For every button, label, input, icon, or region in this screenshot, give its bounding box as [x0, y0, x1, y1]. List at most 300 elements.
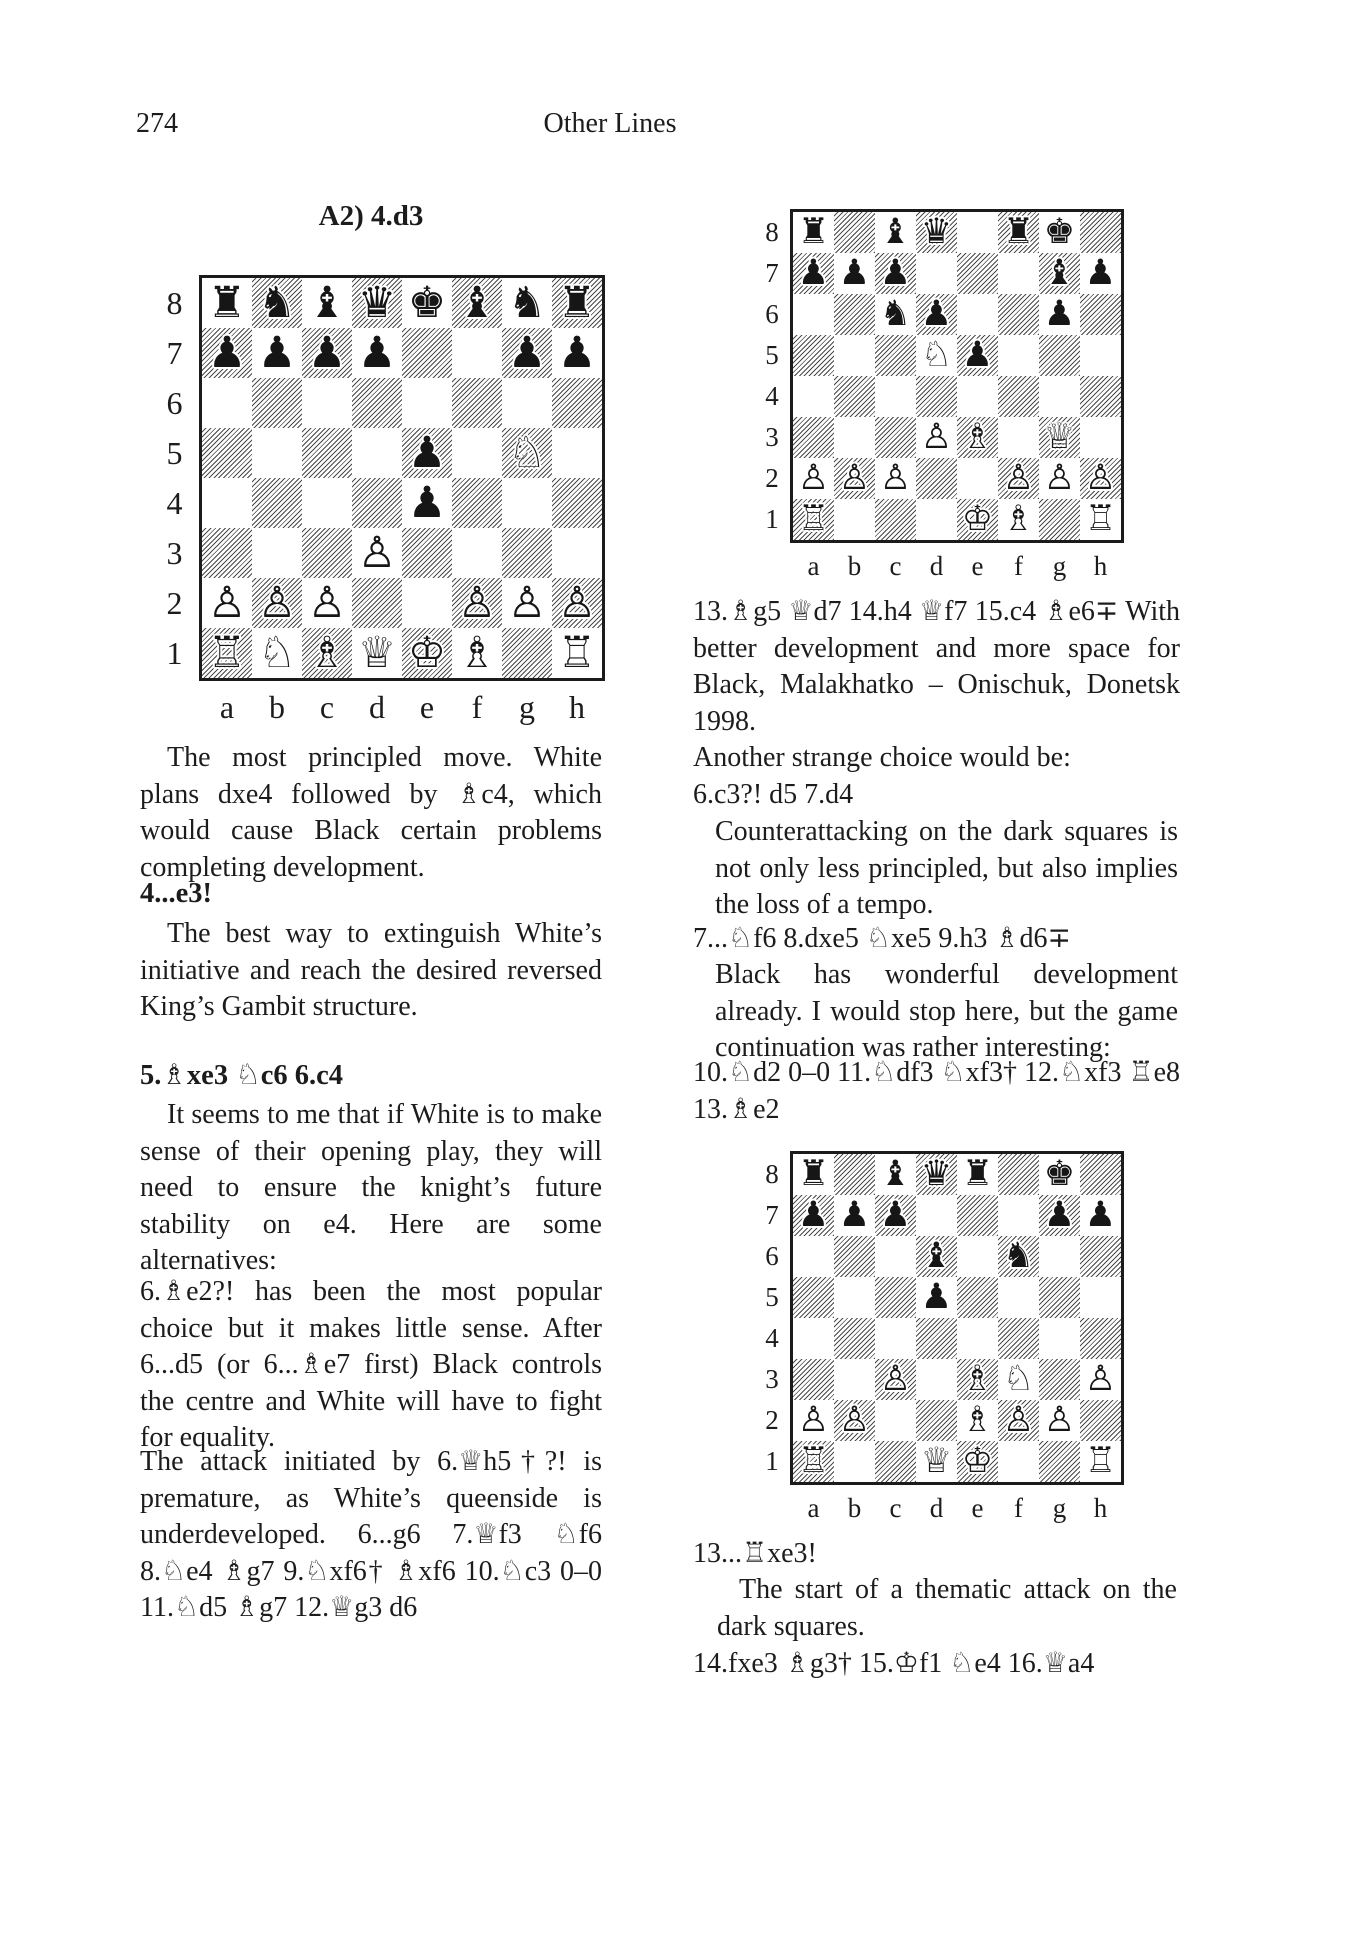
paragraph-6Be2: 6.♗e2?! has been the most popular choice but it makes little sense. After 6...d5 (or 6...♗e7 first) Black controls the centre and White will have to fight for equality.	[140, 1276, 602, 1453]
square-b5	[252, 428, 302, 478]
square-g1	[1039, 1441, 1080, 1482]
mainline-move-4e3: 4...e3!	[140, 878, 213, 909]
square-f1	[998, 1441, 1039, 1482]
black-pawn-icon: ♟	[207, 327, 247, 378]
square-h8	[1080, 1154, 1121, 1195]
square-h4	[1080, 1318, 1121, 1359]
square-f7	[998, 253, 1039, 294]
rank-label-3: 3	[765, 1364, 779, 1394]
black-pawn-icon: ♟	[797, 1195, 830, 1235]
white-knight-icon: ♘	[507, 427, 547, 478]
square-h5	[1080, 335, 1121, 376]
square-h8	[1080, 212, 1121, 253]
white-pawn-icon: ♙	[838, 1400, 871, 1440]
black-pawn-icon: ♟	[920, 1277, 953, 1317]
move-line-7Nf6: 7...♘f6 8.dxe5 ♘xe5 9.h3 ♗d6∓	[693, 923, 1071, 954]
black-king-icon: ♚	[1043, 1154, 1076, 1194]
square-d6	[352, 378, 402, 428]
square-g2	[1039, 458, 1080, 499]
square-g6	[1039, 1236, 1080, 1277]
square-a1	[202, 628, 252, 678]
black-pawn-icon: ♟	[1043, 294, 1076, 334]
square-f4	[998, 1318, 1039, 1359]
black-pawn-icon: ♟	[797, 253, 830, 293]
square-h4	[552, 478, 602, 528]
rank-label-5: 5	[765, 1282, 779, 1312]
square-e3	[402, 528, 452, 578]
square-e3	[957, 1359, 998, 1400]
black-rook-icon: ♜	[797, 212, 830, 252]
rank-label-1: 1	[765, 1446, 779, 1476]
square-f5	[998, 335, 1039, 376]
square-c3	[875, 1359, 916, 1400]
black-pawn-icon: ♟	[879, 253, 912, 293]
square-a7	[793, 1195, 834, 1236]
square-e6	[957, 294, 998, 335]
square-f1	[998, 499, 1039, 540]
white-pawn-icon: ♙	[879, 1359, 912, 1399]
square-g7	[1039, 253, 1080, 294]
black-knight-icon: ♞	[1002, 1236, 1035, 1276]
square-f7	[452, 328, 502, 378]
square-a1	[793, 1441, 834, 1482]
black-queen-icon: ♛	[920, 1154, 953, 1194]
square-c6	[302, 378, 352, 428]
square-g5	[1039, 1277, 1080, 1318]
black-pawn-icon: ♟	[1084, 1195, 1117, 1235]
file-label-d: d	[929, 1493, 944, 1523]
paragraph-wonderful-development: Black has wonderful development already. I would stop here, but the game continuation was rather interesting:	[715, 959, 1178, 1063]
square-d3	[916, 1359, 957, 1400]
square-f4	[998, 376, 1039, 417]
black-pawn-icon: ♟	[557, 327, 597, 378]
chess-board-3	[790, 1151, 1124, 1485]
rank-label-8: 8	[765, 1159, 779, 1189]
square-g5	[502, 428, 552, 478]
black-pawn-icon: ♟	[257, 327, 297, 378]
white-rook-icon: ♖	[1084, 499, 1117, 539]
square-g1	[502, 628, 552, 678]
white-bishop-icon: ♗	[457, 627, 497, 678]
square-f1	[452, 628, 502, 678]
square-d1	[916, 499, 957, 540]
square-c6	[875, 294, 916, 335]
black-pawn-icon: ♟	[920, 294, 953, 334]
square-e7	[957, 1195, 998, 1236]
chess-board-1	[199, 275, 605, 681]
paragraph-thematic-attack: The start of a thematic attack on the dark squares.	[717, 1574, 1177, 1642]
square-h4	[1080, 376, 1121, 417]
square-d4	[916, 376, 957, 417]
chess-diagram-2	[754, 209, 1124, 582]
file-label-g: g	[519, 689, 535, 725]
square-b3	[834, 1359, 875, 1400]
white-rook-icon: ♖	[797, 1441, 830, 1481]
square-c8	[302, 278, 352, 328]
square-e5	[402, 428, 452, 478]
square-c8	[875, 1154, 916, 1195]
square-g8	[502, 278, 552, 328]
square-c4	[302, 478, 352, 528]
square-a4	[202, 478, 252, 528]
square-c6	[875, 1236, 916, 1277]
square-e4	[957, 376, 998, 417]
square-g3	[1039, 1359, 1080, 1400]
square-e4	[402, 478, 452, 528]
variation-heading: A2) 4.d3	[318, 200, 424, 232]
square-a3	[202, 528, 252, 578]
square-a5	[202, 428, 252, 478]
black-pawn-icon: ♟	[838, 1195, 871, 1235]
black-bishop-icon: ♝	[1043, 253, 1076, 293]
square-c8	[875, 212, 916, 253]
square-g1	[1039, 499, 1080, 540]
rank-label-2: 2	[765, 1405, 779, 1435]
black-pawn-icon: ♟	[407, 477, 447, 528]
square-f3	[998, 1359, 1039, 1400]
white-pawn-icon: ♙	[797, 1400, 830, 1440]
rank-label-1: 1	[765, 504, 779, 534]
rank-label-7: 7	[765, 258, 779, 288]
square-e2	[957, 1400, 998, 1441]
move-line-13Rxe3: 13...♖xe3!	[693, 1538, 817, 1569]
file-label-a: a	[807, 1493, 820, 1523]
square-h6	[1080, 1236, 1121, 1277]
black-king-icon: ♚	[407, 277, 447, 328]
square-d5	[916, 335, 957, 376]
chess-diagram-3	[754, 1151, 1124, 1524]
white-rook-icon: ♖	[557, 627, 597, 678]
paragraph-6Qh5: The attack initiated by 6.♕h5†?! is premature, as White’s queenside is underdeveloped. 6...g6 7.♕f3 ♘f6 8.♘e4 ♗g7 9.♘xf6† ♗xf6 10.♘c3 0–0 11.♘d5 ♗g7 12.♕g3 d6	[140, 1446, 602, 1623]
black-rook-icon: ♜	[1002, 212, 1035, 252]
square-e7	[402, 328, 452, 378]
square-b6	[834, 1236, 875, 1277]
black-bishop-icon: ♝	[879, 1154, 912, 1194]
white-pawn-icon: ♙	[838, 458, 871, 498]
black-queen-icon: ♛	[357, 277, 397, 328]
square-f2	[998, 1400, 1039, 1441]
square-h5	[552, 428, 602, 478]
square-h7	[1080, 1195, 1121, 1236]
square-f6	[998, 294, 1039, 335]
square-a2	[202, 578, 252, 628]
square-d7	[916, 1195, 957, 1236]
square-h1	[1080, 499, 1121, 540]
rank-label-4: 4	[765, 381, 779, 411]
square-f3	[998, 417, 1039, 458]
square-d5	[352, 428, 402, 478]
square-f8	[998, 1154, 1039, 1195]
square-g4	[1039, 376, 1080, 417]
square-h6	[552, 378, 602, 428]
square-f2	[998, 458, 1039, 499]
white-queen-icon: ♕	[920, 1441, 953, 1481]
square-f4	[452, 478, 502, 528]
file-labels	[790, 1493, 1124, 1524]
black-rook-icon: ♜	[797, 1154, 830, 1194]
square-g6	[502, 378, 552, 428]
paragraph-13Bg5-game-ref: 13.♗g5 ♕d7 14.h4 ♕f7 15.c4 ♗e6∓ With better development and more space for Black, Malakhatko – Onischuk, Donetsk 1998.	[693, 596, 1180, 737]
white-pawn-icon: ♙	[879, 458, 912, 498]
rank-label-7: 7	[166, 334, 183, 371]
square-h3	[1080, 417, 1121, 458]
square-c2	[302, 578, 352, 628]
rank-labels	[754, 209, 790, 543]
square-d2	[916, 458, 957, 499]
mainline-move-5Bxe3: 5.♗xe3 ♘c6 6.c4	[140, 1060, 344, 1091]
white-pawn-icon: ♙	[1084, 1359, 1117, 1399]
square-b6	[252, 378, 302, 428]
move-line-14fxe3: 14.fxe3 ♗g3† 15.♔f1 ♘e4 16.♕a4	[693, 1648, 1095, 1679]
square-e1	[402, 628, 452, 678]
square-h1	[552, 628, 602, 678]
square-f7	[998, 1195, 1039, 1236]
square-a5	[793, 335, 834, 376]
white-rook-icon: ♖	[797, 499, 830, 539]
square-f8	[998, 212, 1039, 253]
file-label-g: g	[1052, 551, 1067, 581]
square-c1	[875, 1441, 916, 1482]
square-f6	[998, 1236, 1039, 1277]
square-b1	[252, 628, 302, 678]
square-b2	[834, 1400, 875, 1441]
square-d4	[352, 478, 402, 528]
square-e1	[957, 499, 998, 540]
square-c3	[302, 528, 352, 578]
square-d1	[352, 628, 402, 678]
rank-label-4: 4	[166, 484, 183, 521]
square-c2	[875, 458, 916, 499]
square-b5	[834, 335, 875, 376]
rank-label-1: 1	[166, 634, 183, 671]
rank-label-3: 3	[166, 534, 183, 571]
square-g3	[1039, 417, 1080, 458]
square-e6	[402, 378, 452, 428]
square-a2	[793, 458, 834, 499]
page-number: 274	[136, 108, 178, 139]
white-queen-icon: ♕	[1043, 417, 1076, 457]
square-d8	[916, 1154, 957, 1195]
file-label-h: h	[1093, 1493, 1108, 1523]
square-b8	[834, 212, 875, 253]
square-b7	[252, 328, 302, 378]
paragraph-best-way: The best way to extinguish White’s initiative and reach the desired reversed King’s Gambit structure.	[140, 918, 602, 1022]
black-pawn-icon: ♟	[961, 335, 994, 375]
square-c5	[302, 428, 352, 478]
square-g2	[1039, 1400, 1080, 1441]
black-bishop-icon: ♝	[457, 277, 497, 328]
square-d2	[916, 1400, 957, 1441]
square-a8	[793, 212, 834, 253]
square-a4	[793, 376, 834, 417]
black-bishop-icon: ♝	[920, 1236, 953, 1276]
white-pawn-icon: ♙	[920, 417, 953, 457]
file-label-h: h	[1093, 551, 1108, 581]
rank-label-6: 6	[765, 1241, 779, 1271]
square-g4	[1039, 1318, 1080, 1359]
white-pawn-icon: ♙	[257, 577, 297, 628]
white-knight-icon: ♘	[920, 335, 953, 375]
square-h1	[1080, 1441, 1121, 1482]
rank-labels	[150, 275, 199, 681]
file-label-d: d	[369, 689, 385, 725]
paragraph-another-choice: Another strange choice would be:	[693, 742, 1071, 773]
white-pawn-icon: ♙	[357, 527, 397, 578]
square-f5	[998, 1277, 1039, 1318]
square-g7	[1039, 1195, 1080, 1236]
square-h3	[1080, 1359, 1121, 1400]
file-label-f: f	[1014, 1493, 1023, 1523]
square-c1	[302, 628, 352, 678]
square-c5	[875, 335, 916, 376]
square-a4	[793, 1318, 834, 1359]
white-king-icon: ♔	[961, 1441, 994, 1481]
square-b4	[834, 376, 875, 417]
white-pawn-icon: ♙	[1002, 1400, 1035, 1440]
file-label-a: a	[807, 551, 820, 581]
black-pawn-icon: ♟	[1043, 1195, 1076, 1235]
square-e6	[957, 1236, 998, 1277]
black-rook-icon: ♜	[961, 1154, 994, 1194]
white-knight-icon: ♘	[1002, 1359, 1035, 1399]
move-line-6c3: 6.c3?! d5 7.d4	[693, 779, 854, 810]
black-pawn-icon: ♟	[1084, 253, 1117, 293]
square-b3	[252, 528, 302, 578]
square-c1	[875, 499, 916, 540]
square-e8	[957, 1154, 998, 1195]
square-b5	[834, 1277, 875, 1318]
square-a8	[202, 278, 252, 328]
black-pawn-icon: ♟	[357, 327, 397, 378]
black-pawn-icon: ♟	[879, 1195, 912, 1235]
rank-label-2: 2	[765, 463, 779, 493]
square-f5	[452, 428, 502, 478]
chess-board-2	[790, 209, 1124, 543]
square-e7	[957, 253, 998, 294]
square-c7	[875, 1195, 916, 1236]
square-a2	[793, 1400, 834, 1441]
black-bishop-icon: ♝	[879, 212, 912, 252]
file-label-d: d	[929, 551, 944, 581]
square-a6	[793, 1236, 834, 1277]
black-pawn-icon: ♟	[507, 327, 547, 378]
square-g8	[1039, 1154, 1080, 1195]
chess-diagram-1	[150, 275, 605, 726]
square-h8	[552, 278, 602, 328]
file-label-b: b	[847, 1493, 862, 1523]
square-d8	[916, 212, 957, 253]
square-c5	[875, 1277, 916, 1318]
file-label-g: g	[1052, 1493, 1067, 1523]
white-pawn-icon: ♙	[1084, 458, 1117, 498]
white-king-icon: ♔	[961, 499, 994, 539]
square-b8	[252, 278, 302, 328]
rank-label-4: 4	[765, 1323, 779, 1353]
rank-label-3: 3	[765, 422, 779, 452]
square-f6	[452, 378, 502, 428]
file-labels	[199, 689, 605, 726]
square-d3	[916, 417, 957, 458]
file-label-c: c	[889, 1493, 902, 1523]
black-knight-icon: ♞	[507, 277, 547, 328]
square-b6	[834, 294, 875, 335]
square-e5	[957, 335, 998, 376]
file-label-b: b	[847, 551, 862, 581]
square-b4	[252, 478, 302, 528]
square-c3	[875, 417, 916, 458]
white-pawn-icon: ♙	[797, 458, 830, 498]
square-h2	[1080, 1400, 1121, 1441]
paragraph-it-seems: It seems to me that if White is to make sense of their opening play, they will need to ensure the knight’s future stability on e4. Here are some alternatives:	[140, 1099, 602, 1276]
square-e8	[402, 278, 452, 328]
square-g6	[1039, 294, 1080, 335]
square-b7	[834, 1195, 875, 1236]
square-a7	[793, 253, 834, 294]
white-knight-icon: ♘	[257, 627, 297, 678]
rank-label-8: 8	[765, 217, 779, 247]
running-header: Other Lines	[543, 108, 677, 139]
white-bishop-icon: ♗	[961, 417, 994, 457]
move-line-10Nd2: 10.♘d2 0–0 11.♘df3 ♘xf3† 12.♘xf3 ♖e8 13.♗e2	[693, 1057, 1180, 1125]
square-d5	[916, 1277, 957, 1318]
square-b4	[834, 1318, 875, 1359]
black-pawn-icon: ♟	[838, 253, 871, 293]
square-c4	[875, 1318, 916, 1359]
square-b8	[834, 1154, 875, 1195]
rank-label-6: 6	[765, 299, 779, 329]
black-rook-icon: ♜	[207, 277, 247, 328]
black-bishop-icon: ♝	[307, 277, 347, 328]
square-e3	[957, 417, 998, 458]
white-pawn-icon: ♙	[557, 577, 597, 628]
square-e1	[957, 1441, 998, 1482]
file-label-c: c	[889, 551, 902, 581]
white-pawn-icon: ♙	[207, 577, 247, 628]
square-g8	[1039, 212, 1080, 253]
square-b3	[834, 417, 875, 458]
square-h7	[552, 328, 602, 378]
black-rook-icon: ♜	[557, 277, 597, 328]
rank-label-5: 5	[166, 434, 183, 471]
file-label-e: e	[971, 1493, 984, 1523]
black-king-icon: ♚	[1043, 212, 1076, 252]
rank-labels	[754, 1151, 790, 1485]
file-label-h: h	[569, 689, 585, 725]
square-f8	[452, 278, 502, 328]
file-label-f: f	[1014, 551, 1023, 581]
square-h6	[1080, 294, 1121, 335]
square-d7	[352, 328, 402, 378]
file-label-a: a	[219, 689, 235, 725]
file-label-e: e	[419, 689, 435, 725]
square-a6	[202, 378, 252, 428]
black-queen-icon: ♛	[920, 212, 953, 252]
square-g3	[502, 528, 552, 578]
square-a3	[793, 417, 834, 458]
square-a1	[793, 499, 834, 540]
square-h2	[552, 578, 602, 628]
file-labels	[790, 551, 1124, 582]
square-d2	[352, 578, 402, 628]
rank-label-6: 6	[166, 384, 183, 421]
white-rook-icon: ♖	[207, 627, 247, 678]
square-f3	[452, 528, 502, 578]
square-e2	[957, 458, 998, 499]
square-e8	[957, 212, 998, 253]
square-c7	[875, 253, 916, 294]
square-b7	[834, 253, 875, 294]
white-rook-icon: ♖	[1084, 1441, 1117, 1481]
